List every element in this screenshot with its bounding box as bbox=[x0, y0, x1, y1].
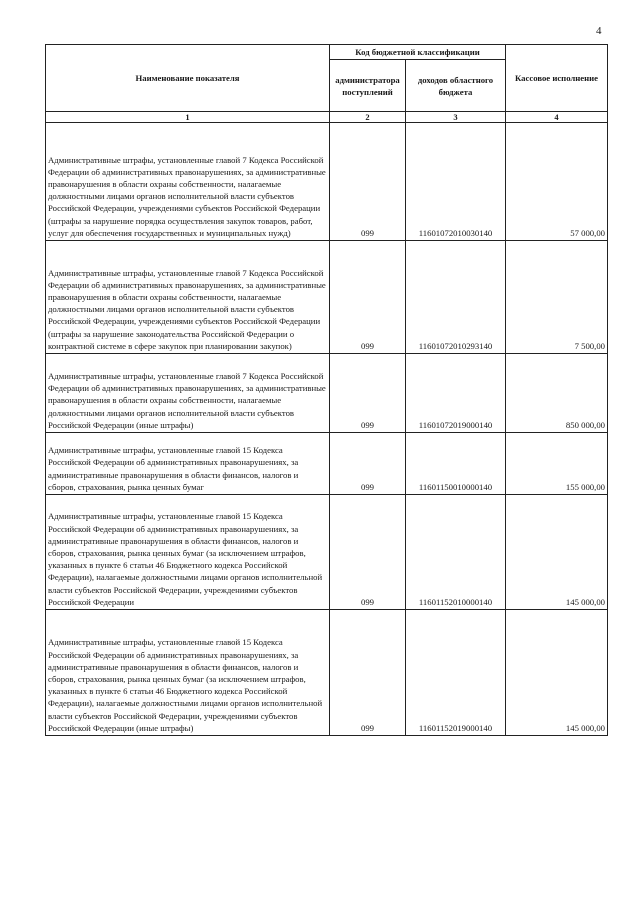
row-admin-code: 099 bbox=[330, 123, 406, 241]
row-amount: 57 000,00 bbox=[506, 123, 608, 241]
table-row bbox=[46, 433, 608, 495]
table-row bbox=[46, 610, 608, 736]
column-number-row bbox=[46, 112, 608, 123]
row-description: Административные штрафы, установленные главой 7 Кодекса Российской Федерации об административных правонарушениях, за административные правонарушения в области охраны собственности, налагаемые должностными лицами органов исполнительной власти субъектов Российской Федерации, учреждениями субъектов Российской Федерации (штрафы за нарушение законодательства Российской Федерации о контрактной системе в сфере закупок при планировании закупок) bbox=[46, 241, 330, 354]
row-revenue-code: 11601150010000140 bbox=[406, 433, 506, 495]
table-row bbox=[46, 241, 608, 354]
column-number: 1 bbox=[46, 112, 330, 123]
table-row bbox=[46, 123, 608, 241]
column-number: 2 bbox=[330, 112, 406, 123]
row-revenue-code: 11601072010030140 bbox=[406, 123, 506, 241]
row-revenue-code: 11601152010000140 bbox=[406, 495, 506, 610]
budget-revenue-table bbox=[45, 44, 608, 736]
row-description: Административные штрафы, установленные главой 7 Кодекса Российской Федерации об административных правонарушениях, за административные правонарушения в области охраны собственности, налагаемые должностными лицами органов исполнительной власти субъектов Российской Федерации, учреждениями субъектов Российской Федерации (штрафы за нарушение порядка осуществления закупок товаров, работ, услуг для обеспечения государственных и муниципальных нужд) bbox=[46, 123, 330, 241]
header-execution: Кассовое исполнение bbox=[506, 45, 608, 112]
row-description: Административные штрафы, установленные главой 15 Кодекса Российской Федерации об административных правонарушениях, за административные правонарушения в области финансов, налогов и сборов, страхования, рынка ценных бумаг (за исключением штрафов, указанных в пункте 6 статьи 46 Бюджетного кодекса Российской Федерации), налагаемые должностными лицами органов исполнительной власти субъектов Российской Федерации, учреждениями субъектов Российской Федерации (иные штрафы) bbox=[46, 610, 330, 736]
row-description: Административные штрафы, установленные главой 7 Кодекса Российской Федерации об административных правонарушениях, за административные правонарушения в области охраны собственности, налагаемые должностными лицами органов исполнительной власти субъектов Российской Федерации (иные штрафы) bbox=[46, 354, 330, 433]
row-amount: 7 500,00 bbox=[506, 241, 608, 354]
table-row bbox=[46, 354, 608, 433]
header-indicator: Наименование показателя bbox=[46, 45, 330, 112]
row-amount: 145 000,00 bbox=[506, 495, 608, 610]
row-amount: 155 000,00 bbox=[506, 433, 608, 495]
page-number: 4 bbox=[596, 25, 602, 37]
row-amount: 145 000,00 bbox=[506, 610, 608, 736]
row-admin-code: 099 bbox=[330, 241, 406, 354]
row-amount: 850 000,00 bbox=[506, 354, 608, 433]
header-administrator: администратора поступлений bbox=[330, 60, 406, 112]
row-revenue-code: 11601072019000140 bbox=[406, 354, 506, 433]
header-classification-group: Код бюджетной классификации bbox=[330, 45, 506, 60]
row-revenue-code: 11601072010293140 bbox=[406, 241, 506, 354]
row-admin-code: 099 bbox=[330, 495, 406, 610]
table-row bbox=[46, 495, 608, 610]
column-number: 4 bbox=[506, 112, 608, 123]
row-admin-code: 099 bbox=[330, 610, 406, 736]
row-revenue-code: 11601152019000140 bbox=[406, 610, 506, 736]
header-revenues: доходов областного бюджета bbox=[406, 60, 506, 112]
row-description: Административные штрафы, установленные главой 15 Кодекса Российской Федерации об административных правонарушениях, за административные правонарушения в области финансов, налогов и сборов, страхования, рынка ценных бумаг (за исключением штрафов, указанных в пункте 6 статьи 46 Бюджетного кодекса Российской Федерации), налагаемые должностными лицами органов исполнительной власти субъектов Российской Федерации, учреждениями субъектов Российской Федерации bbox=[46, 495, 330, 610]
column-number: 3 bbox=[406, 112, 506, 123]
row-admin-code: 099 bbox=[330, 433, 406, 495]
row-admin-code: 099 bbox=[330, 354, 406, 433]
row-description: Административные штрафы, установленные главой 15 Кодекса Российской Федерации об административных правонарушениях, за административные правонарушения в области финансов, налогов и сборов, страхования, рынка ценных бумаг bbox=[46, 433, 330, 495]
